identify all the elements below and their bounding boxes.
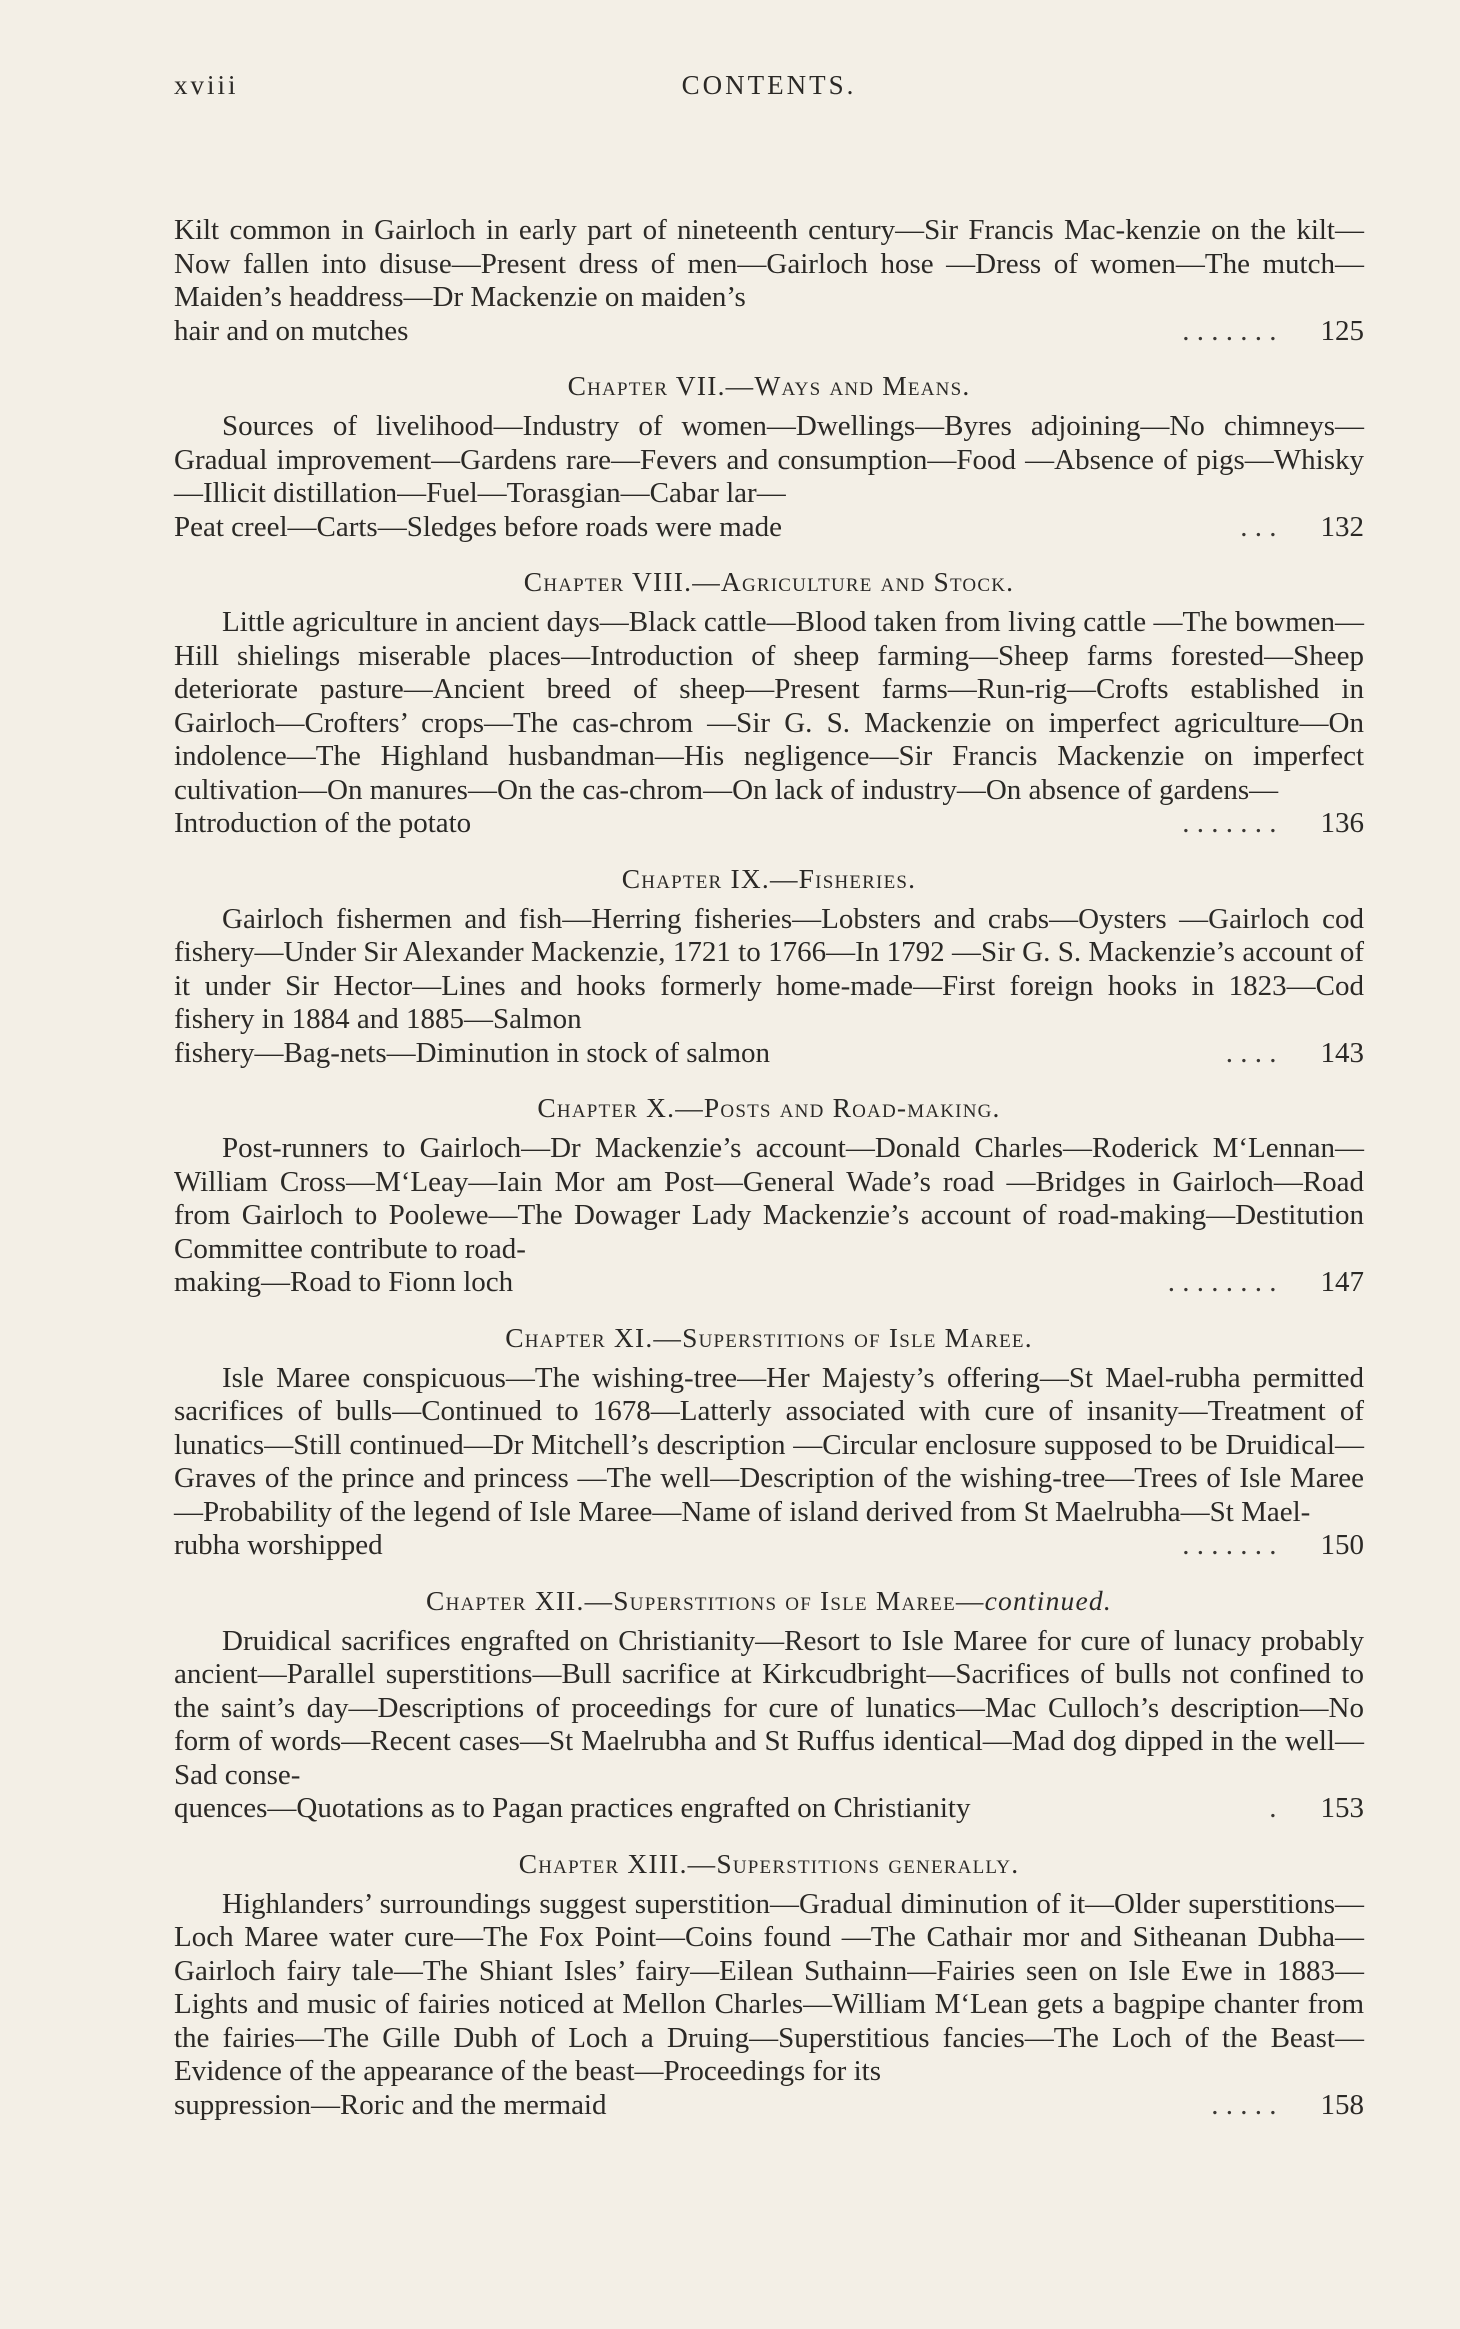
entry-text: Highlanders’ surroundings suggest superstition—Gradual diminution of it—Older superstitions—Loch Maree water cure—The Fox Point—Coins found —The Cathair mor and Sitheanan Dubha—Gairloch fairy tale—The Shiant Isles’ fairy—Eilean Suthainn—Fairies seen on Isle Ewe in 1883—Lights and music of fairies noticed at Mellon Charles—William M‘Lean gets a bagpipe chanter from the fairies—The Gille Dubh of Loch a Druing—Superstitious fancies—The Loch of the Beast—Evidence of the appearance of the beast—Proceedings for its xyxy=(174,1887,1364,2087)
entry-last-line xyxy=(174,807,1364,841)
chapter-summary xyxy=(174,606,1364,841)
chapter-heading xyxy=(174,1322,1364,1354)
entry-text: Druidical sacrifices engrafted on Christianity—Resort to Isle Maree for cure of lunacy probably ancient—Parallel superstitions—Bull sacrifice at Kirkcudbright—Sacrifices of bulls not confined to the saint’s day—Descriptions of proceedings for cure of lunatics—Mac Culloch’s description—No form of words—Recent cases—St Maelrubha and St Ruffus identical—Mad dog dipped in the well—Sad conse- xyxy=(174,1624,1364,1791)
page-reference: 136 xyxy=(1320,807,1364,839)
chapter-label: Chapter X.—Posts and Road-making. xyxy=(537,1092,1001,1123)
chapter-heading xyxy=(174,370,1364,402)
page-number: xviii xyxy=(174,70,239,100)
entry-last-text: Introduction of the potato xyxy=(174,807,472,839)
chapter-label: Chapter XIII.—Superstitions generally. xyxy=(518,1847,1020,1879)
entry-last-line xyxy=(174,1529,1364,1563)
entry-last-text: making—Road to Fionn loch xyxy=(174,1266,514,1298)
entry-last-line xyxy=(174,315,1364,349)
chapter-label: Chapter XI.—Superstitions of Isle Maree. xyxy=(505,1321,1033,1353)
contents-page xyxy=(174,70,1364,2122)
dot-leaders: . . . . . . . xyxy=(1182,1529,1277,1561)
chapter-summary xyxy=(174,1888,1364,2123)
entry-text: Little agriculture in ancient days—Black cattle—Blood taken from living cattle —The bowmen—Hill shielings miserable places—Introduction of sheep farming—Sheep farms forested—Sheep deteriorate pasture—Ancient breed of sheep—Present farms—Run-rig—Crofts established in Gairloch—Crofters’ crops—The cas-chrom —Sir G. S. Mackenzie on imperfect agriculture—On indolence—The Highland husbandman—His negligence—Sir Francis Mackenzie on imperfect cultivation—On manures—On the cas-chrom—On lack of industry—On absence of gardens— xyxy=(174,606,1364,806)
chapter-summary xyxy=(174,410,1364,544)
dot-leaders: . . . xyxy=(1240,510,1277,543)
running-title: CONTENTS. xyxy=(681,70,857,100)
entry-text: Isle Maree conspicuous—The wishing-tree—Her Majesty’s offering—St Mael-rubha permitted sacrifices of bulls—Continued to 1678—Latterly associated with cure of insanity—Treatment of lunatics—Still continued—Dr Mitchell’s description —Circular enclosure supposed to be Druidical—Graves of the prince and princess —The well—Description of the wishing-tree—Trees of Isle Maree—Probability of the legend of Isle Maree—Name of island derived from St Maelrubha—St Mael- xyxy=(174,1361,1364,1528)
chapter-heading xyxy=(174,1092,1364,1124)
chapter-summary xyxy=(174,903,1364,1071)
entry-last-text: rubha worshipped xyxy=(174,1529,383,1561)
entry-last-line xyxy=(174,1792,1364,1826)
entry-last-text: suppression—Roric and the mermaid xyxy=(174,2088,607,2121)
entry-text: Kilt common in Gairloch in early part of nineteenth century—Sir Francis Mac-kenzie on the kilt—Now fallen into disuse—Present dress of men—Gairloch hose —Dress of women—The mutch—Maiden’s headdress—Dr Mackenzie on maiden’s xyxy=(174,214,1364,313)
chapter-continued: continued. xyxy=(984,1584,1112,1616)
chapter-summary xyxy=(174,1132,1364,1300)
chapter-label: Chapter VII.—Ways and Means. xyxy=(567,370,971,401)
entry-last-line xyxy=(174,1266,1364,1300)
chapter-label: Chapter VIII.—Agriculture and Stock. xyxy=(523,566,1015,597)
page-reference: 158 xyxy=(1320,2088,1364,2121)
dot-leaders: . . . . . . . . xyxy=(1167,1266,1277,1298)
intro-entry xyxy=(174,214,1364,348)
chapter-label: Chapter IX.—Fisheries. xyxy=(621,862,917,894)
entry-last-line xyxy=(174,2089,1364,2123)
page-reference: 150 xyxy=(1320,1529,1364,1561)
chapter-label: Chapter XII.—Superstitions of Isle Maree— xyxy=(426,1584,985,1616)
dot-leaders: . . . . . xyxy=(1211,2088,1277,2121)
entry-text: Sources of livelihood—Industry of women—Dwellings—Byres adjoining—No chimneys—Gradual improvement—Gardens rare—Fevers and consumption—Food —Absence of pigs—Whisky—Illicit distillation—Fuel—Torasgian—Cabar lar— xyxy=(174,410,1364,509)
entry-last-text: fishery—Bag-nets—Diminution in stock of salmon xyxy=(174,1036,771,1069)
entry-last-text: quences—Quotations as to Pagan practices engrafted on Christianity xyxy=(174,1792,971,1824)
dot-leaders: . xyxy=(1269,1792,1277,1824)
chapter-heading xyxy=(174,566,1364,598)
dot-leaders: . . . . . . . xyxy=(1182,807,1277,839)
dot-leaders: . . . . xyxy=(1225,1036,1277,1069)
running-head xyxy=(174,70,1364,120)
page-reference: 147 xyxy=(1320,1266,1364,1298)
entry-last-text: hair and on mutches xyxy=(174,314,409,347)
dot-leaders: . . . . . . . xyxy=(1182,314,1277,347)
page-reference: 132 xyxy=(1320,510,1364,543)
entry-text: Gairloch fishermen and fish—Herring fisheries—Lobsters and crabs—Oysters —Gairloch cod fishery—Under Sir Alexander Mackenzie, 1721 to 1766—In 1792 —Sir G. S. Mackenzie’s account of it under Sir Hector—Lines and hooks formerly home-made—First foreign hooks in 1823—Cod fishery in 1884 and 1885—Salmon xyxy=(174,902,1364,1035)
page-reference: 143 xyxy=(1320,1036,1364,1069)
entry-text: Post-runners to Gairloch—Dr Mackenzie’s account—Donald Charles—Roderick M‘Lennan—William Cross—M‘Leay—Iain Mor am Post—General Wade’s road —Bridges in Gairloch—Road from Gairloch to Poolewe—The Dowager Lady Mackenzie’s account of road-making—Destitution Committee contribute to road- xyxy=(174,1132,1364,1265)
chapter-heading xyxy=(174,1585,1364,1617)
chapter-summary xyxy=(174,1625,1364,1826)
entry-last-line xyxy=(174,511,1364,545)
entry-last-text: Peat creel—Carts—Sledges before roads were made xyxy=(174,510,782,543)
chapter-heading xyxy=(174,1848,1364,1880)
entry-last-line xyxy=(174,1037,1364,1071)
chapter-heading xyxy=(174,863,1364,895)
page-reference: 153 xyxy=(1320,1792,1364,1824)
chapter-summary xyxy=(174,1362,1364,1563)
page-reference: 125 xyxy=(1320,314,1364,347)
